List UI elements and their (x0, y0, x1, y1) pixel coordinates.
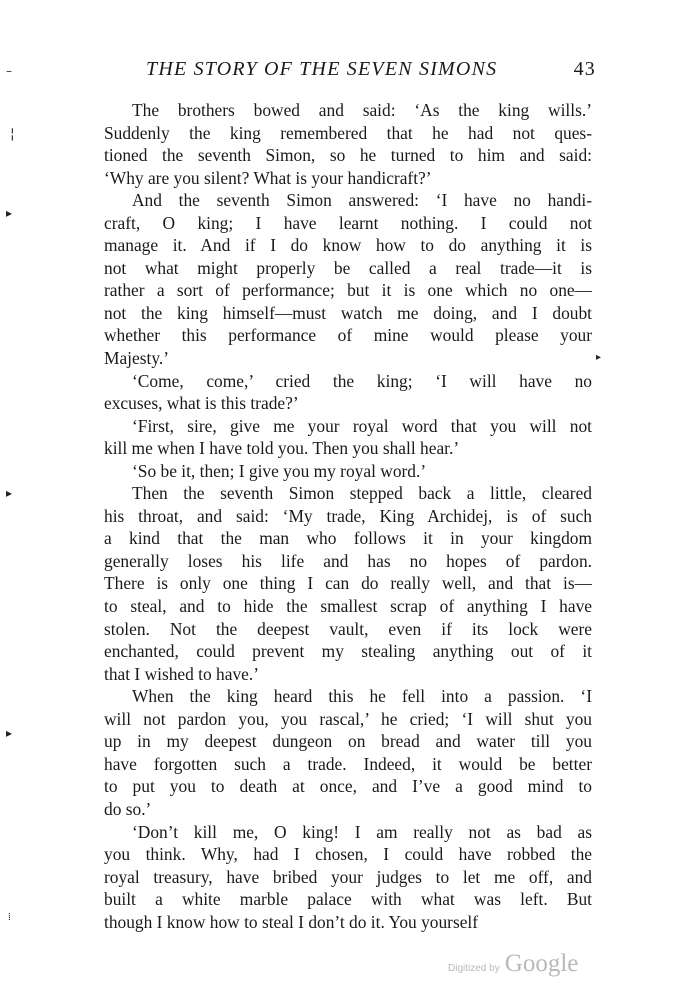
text-line: though I know how to steal I don’t do it. You yourself (104, 911, 479, 932)
page-number: 43 (573, 58, 596, 80)
text-line: a kind that the man who follows it in your kingdom (104, 528, 592, 549)
margin-arrow-mark: ▸ (6, 726, 13, 740)
text-line: have forgotten such a trade. Indeed, it would be better (104, 753, 592, 774)
text-line: built a white marble palace with what was left. But (104, 889, 592, 910)
text-line: Suddenly the king remembered that he had not ques- (104, 122, 592, 143)
text-line: ‘Why are you silent? What is your handicraft?’ (104, 167, 432, 188)
text-line: his throat, and said: ‘My trade, King Archidej, is of such (104, 505, 592, 526)
text-line: ‘First, sire, give me your royal word that you will not (132, 415, 592, 436)
margin-tick-mark: ⁞ (8, 912, 11, 923)
margin-arrow-mark: ▸ (6, 486, 13, 500)
text-line: that I wished to have.’ (104, 663, 260, 684)
text-line: And the seventh Simon answered: ‘I have no handi- (132, 190, 592, 211)
margin-dot-mark: ▸ (596, 352, 602, 363)
text-line: When the king heard this he fell into a passion. ‘I (132, 686, 592, 707)
text-line: enchanted, could prevent my stealing anything out of it (104, 641, 592, 662)
digitized-watermark (448, 950, 578, 978)
margin-dash-mark: – (6, 64, 12, 78)
running-head-title: THE STORY OF THE SEVEN SIMONS (146, 58, 498, 80)
watermark-logo-text: Google (504, 950, 579, 977)
text-line: generally loses his life and has no hopes of pardon. (104, 550, 592, 571)
text-line: stolen. Not the deepest vault, even if its lock were (104, 618, 592, 639)
text-line: will not pardon you, you rascal,’ he cried; ‘I will shut you (104, 708, 592, 729)
text-line: tioned the seventh Simon, so he turned to him and said: (104, 145, 592, 166)
text-line: not what might properly be called a real trade—it is (104, 257, 592, 278)
text-line: Majesty.’ (104, 348, 170, 369)
watermark-small-text: Digitized by (448, 963, 500, 974)
text-line: royal treasury, have bribed your judges to let me off, and (104, 866, 592, 887)
text-line: whether this performance of mine would please your (104, 325, 592, 346)
body-text (104, 99, 592, 933)
running-head (146, 58, 596, 81)
text-line: ‘Don’t kill me, O king! I am really not as bad as (132, 821, 592, 842)
text-line: ‘So be it, then; I give you my royal word.’ (132, 460, 427, 481)
text-line: to put you to death at once, and I’ve a good mind to (104, 776, 592, 797)
text-line: excuses, what is this trade?’ (104, 393, 299, 414)
text-line: There is only one thing I can do really well, and that is— (104, 573, 592, 594)
text-line: manage it. And if I do know how to do anything it is (104, 235, 592, 256)
margin-arrow-mark: ▸ (6, 206, 13, 220)
text-line: to steal, and to hide the smallest scrap of anything I have (104, 596, 592, 617)
text-line: Then the seventh Simon stepped back a little, cleared (132, 483, 592, 504)
text-line: not the king himself—must watch me doing, and I doubt (104, 302, 592, 323)
text-line: you think. Why, had I chosen, I could have robbed the (104, 844, 592, 865)
text-line: do so.’ (104, 798, 152, 819)
text-line: kill me when I have told you. Then you shall hear.’ (104, 438, 460, 459)
text-line: up in my deepest dungeon on bread and water till you (104, 731, 592, 752)
text-line: craft, O king; I have learnt nothing. I could not (104, 212, 592, 233)
margin-bar-mark: ¦ (10, 126, 15, 142)
text-line: rather a sort of performance; but it is one which no one— (104, 280, 592, 301)
text-line: The brothers bowed and said: ‘As the king wills.’ (132, 100, 592, 120)
text-line: ‘Come, come,’ cried the king; ‘I will have no (132, 370, 592, 391)
